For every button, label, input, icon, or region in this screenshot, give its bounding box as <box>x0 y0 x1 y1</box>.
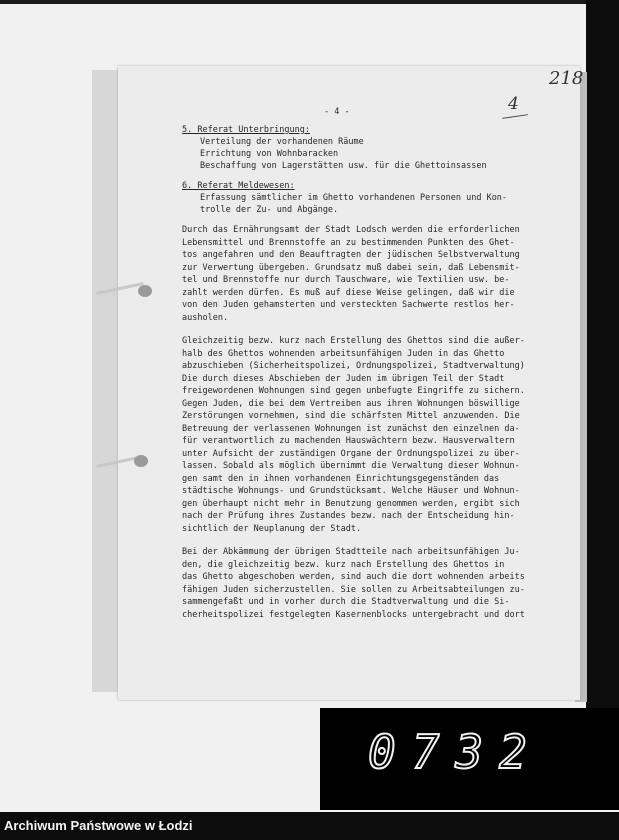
section-5-heading: 5. Referat Unterbringung: <box>182 125 310 135</box>
paragraph-line: tel und Brennstoffe nur durch Tauschware, wie Textilien usw. be- <box>182 275 510 285</box>
punch-hole <box>134 455 148 467</box>
paragraph-line: unter Aufsicht der zuständigen Organe der Ordnungspolizei zu über- <box>182 448 520 459</box>
paragraph-line: nach der Prüfung ihres Zustandes bezw. nach der Entscheidung hin- <box>182 511 515 521</box>
paragraph-line: abzuschieben (Sicherheitspolizei, Ordnungspolizei, Stadtverwaltung) <box>182 361 525 371</box>
archive-footer <box>0 812 619 840</box>
scanner-frame-right <box>586 0 619 710</box>
paragraph-line: Lebensmittel und Brennstoffe an zu bestimmenden Punkten des Ghet- <box>182 237 515 248</box>
paragraph-line: für verantwortlich zu machenden Hauswächtern bezw. Hausverwaltern <box>182 436 515 446</box>
paragraph-line: freigewordenen Wohnungen sind gegen unbefugte Eingriffe zu sichern. <box>182 386 525 396</box>
paragraph-line: sichtlich der Neuplanung der Stadt. <box>182 523 362 534</box>
paragraph-line: den, die gleichzeitig bezw. kurz nach Erstellung des Ghettos in <box>182 559 505 570</box>
section-6-item: Erfassung sämtlicher im Ghetto vorhandenen Personen und Kon- <box>200 193 508 203</box>
scanner-frame-top <box>0 0 619 4</box>
paragraph-line: zahlt werden dürfen. Es muß auf diese Weise gelingen, daß wir die <box>182 287 515 298</box>
paragraph-line: gen überhaupt nicht mehr in Benutzung genommen werden, ergibt sich <box>182 498 520 509</box>
paragraph-line: lassen. Sobald als möglich übernimmt die Verwaltung dieser Wohnun- <box>182 461 520 471</box>
frame-counter: 0732 <box>368 725 543 779</box>
paragraph-line: Bei der Abkämmung der übrigen Stadtteile nach arbeitsunfähigen Ju- <box>182 547 520 557</box>
paragraph-line: von den Juden gehamsterten und versteckten Sachwerte restlos her- <box>182 300 515 310</box>
section-5-item: Errichtung von Wohnbaracken <box>200 149 339 159</box>
paragraph-line: das Ghetto abgeschoben werden, sind auch die dort wohnenden arbeits <box>182 572 525 582</box>
number-annotation: 4 <box>508 94 519 114</box>
paragraph-line: städtische Wohnungs- und Grundstücksamt. Welche Häuser und Wohnun- <box>182 486 520 496</box>
section-5-item: Beschaffung von Lagerstätten usw. für die Ghettoinsassen <box>200 161 487 171</box>
archive-label: Archiwum Państwowe w Łodzi <box>4 818 193 833</box>
section-6-heading: 6. Referat Meldewesen: <box>182 181 295 191</box>
paragraph-line: cherheitspolizei festgelegten Kasernenblocks untergebracht und dort <box>182 609 525 620</box>
paragraph-line: Die durch dieses Abschieben der Juden im übrigen Teil der Stadt <box>182 373 505 384</box>
paragraph-line: ausholen. <box>182 312 229 323</box>
paragraph-line: tos angefahren und den Beauftragten der jüdischen Selbstverwaltung <box>182 250 520 260</box>
paragraph-line: Zerstörungen vornehmen, sind die schärfsten Mittel anzuwenden. Die <box>182 411 520 421</box>
paragraph-line: halb des Ghettos wohnenden arbeitsunfähigen Juden in das Ghetto <box>182 348 505 359</box>
number-annotation-underline <box>502 114 528 119</box>
page-header: - 4 - <box>324 107 350 117</box>
paragraph-line: Gegen Juden, die bei dem Vertreiben aus ihren Wohnungen böswillige <box>182 398 520 409</box>
section-6-item: trolle der Zu- und Abgänge. <box>200 205 339 215</box>
paragraph-line: zur Verwertung übergeben. Grundsatz muß dabei sein, daß Lebensmit- <box>182 262 520 273</box>
paragraph-line: Betreuung der verlassenen Wohnungen ist zunächst den einzelnen da- <box>182 423 520 434</box>
punch-hole <box>138 285 152 297</box>
paragraph-line: Durch das Ernährungsamt der Stadt Lodsch werden die erforderlichen <box>182 225 520 235</box>
document-backing <box>92 70 120 692</box>
paragraph-line: sammengefaßt und in vorher durch die Stadtverwaltung und die Si- <box>182 597 510 607</box>
document-page <box>118 66 584 700</box>
paragraph-line: fähigen Juden sicherzustellen. Sie sollen zu Arbeitsabteilungen zu- <box>182 584 525 595</box>
folio-annotation: 218 <box>549 68 584 89</box>
frame-counter-panel <box>320 708 619 810</box>
paragraph-line: Gleichzeitig bezw. kurz nach Erstellung des Ghettos sind die außer- <box>182 336 525 346</box>
paragraph-line: gen samt den in ihnen vorhandenen Einrichtungsgegenständen das <box>182 473 500 484</box>
section-5-item: Verteilung der vorhandenen Räume <box>200 137 364 147</box>
